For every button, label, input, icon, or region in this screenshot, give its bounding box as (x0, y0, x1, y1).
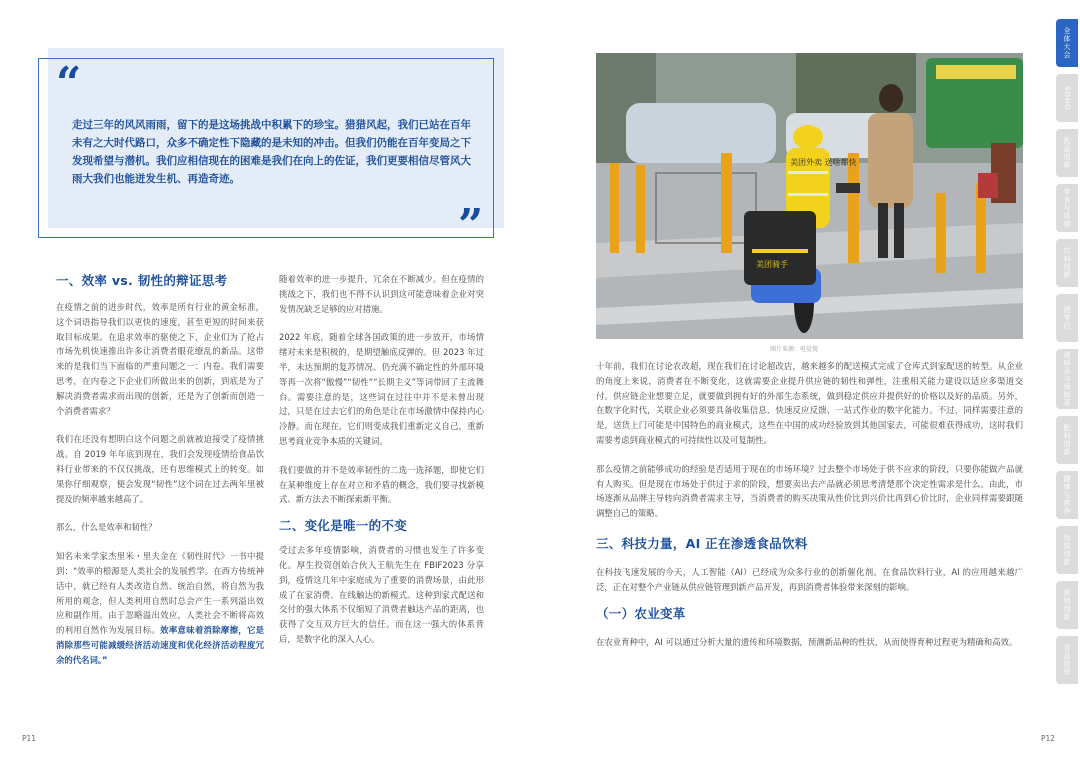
open-quote-mark: “ (56, 58, 82, 109)
section-2-heading: 二、变化是唯一的不变 (279, 518, 408, 534)
paragraph: 我们在还没有想明白这个问题之前就被迫接受了疫情挑战。自 2019 年年底到现在，我们会发现疫情给食品饮料行业带来的不仅仅挑战，还有思维模式上的转变。如果你仔细观察，便会发现“韧性”这个词在过去两年里被提及的频率越来越高了。 (56, 434, 264, 504)
section-1-heading: 一、效率 vs. 韧性的辩证思考 (56, 273, 228, 288)
column-3 (596, 359, 1023, 649)
photo-caption: 图片来源：电觉视 (770, 346, 819, 353)
tab-marketing[interactable]: 营销创新 (1056, 581, 1078, 629)
tab-investment[interactable]: 食品投资 (1056, 636, 1078, 684)
pull-quote: 走过三年的风风雨雨，留下的是这场挑战中积累下的珍宝。猎猎风起，我们已站在百年未有之大时代路口，众多不确定性下隐藏的是未知的冲击。但我们仍能在百年变局之下发现希望与潜机。我们应相信现在的困难是我们在向上的佐证，我们更要相信尽管风大雨大我们也能迸发生机、再造奇迹。 (72, 119, 471, 185)
tab-plenary[interactable]: 全体大会 (1056, 19, 1078, 67)
paragraph (56, 549, 264, 667)
tab-alcohol[interactable]: 酒零后 (1056, 294, 1078, 342)
paragraph: 随着效率的进一步提升，冗余在不断减少。但在疫情的挑战之下，我们也不得不认识到这可能意味着企业对突发情况缺乏足够的应对措施。 (279, 274, 484, 314)
paragraph: 那么，什么是效率和韧性？ (56, 522, 157, 533)
tab-ingredients[interactable]: 配料创新 (1056, 416, 1078, 464)
tab-packaging[interactable]: 包装创新 (1056, 526, 1078, 574)
paragraph: 我们要做的并不是效率韧性的二选一选择题，即使它们在某种维度上存在对立和矛盾的概念，我们要寻找新模式、新方法去不断探索新平衡。 (279, 464, 484, 505)
tab-health[interactable]: 健康与营养 (1056, 471, 1078, 519)
tab-soho[interactable]: SOHO (1056, 74, 1078, 122)
paragraph: 在农业育种中，AI 可以通过分析大量的遗传和环境数据，预测新品种的性状，从而使得育种过程更为精确和高效。 (596, 636, 1018, 647)
paragraph: 2022 年底，随着全球各国政策的进一步放开，市场情绪对未来是积极的，是期望触底反弹的。但 2023 年过半，未达预期的复苏情况、仍充满不确定性的外部环境等再一次将“傲慢”“韧性”“长期主义”等词带回了主流舞台。需要注意的是，这些词在过往中并不是未曾出现过，只是在过去它们的角色是让在市场激情中保持内心冷静。而在现在，它们则变成我们重新定义自己，重新思考商业竞争本质的关键词。 (279, 332, 484, 446)
emphasis-text: 效率意味着消除摩擦，它是消除那些可能减缓经济活动速度和优化经济活动程度冗余的代名词。” (56, 625, 265, 665)
paragraph-text: 知名未来学家杰里米・里夫金在《韧性时代》一书中提到：“效率的根源是人类社会的发展哲学。在西方传统神话中，就已经有人类改造自然、统治自然，将自然为我所用的观念，但人类利用自然时总会产生一系列溢出效应和副作用。由于忽略溢出效应，人类社会不断将高效的利用自然作为发展目标。 (56, 551, 264, 636)
paragraph: 在疫情之前的进步时代，效率是所有行业的黄金标准，这个词语指导我们以更快的速度，甚至更短的时间来获取目标成果。在追求效率的驱使之下，企业们为了抢占市场先机快速推出许多让消费者眼花缭乱的新品。这带来的是我们当下面临的严重问题之一：内卷。我们需要思考，在内卷之下企业们所做出来的创新，到底是为了解决消费者需求而出现的创新，还是为了创新而创造一个消费者需求？ (56, 302, 264, 416)
column-1 (56, 272, 264, 668)
tab-condiments[interactable]: 调味品与预制菜 (1056, 349, 1078, 409)
paragraph: 十年前，我们在讨论农改超，现在我们在讨论超改店，越来越多的配送模式完成了仓库式到家配送的转型。从企业的角度上来说，消费者在不断变化，这就需要企业提升供应链的韧性和弹性，注重相关能力建设以适应多渠道交付。供应链企业想要立足，就要做到拥有好的外部生态系统，做到稳定供应并提供好的价格以及好的品质。另外，在数字化时代，关联企业必须要具备收集信息、快速反应反馈、一站式作业的数字化能力。不过，同样需要注意的是，送货上门可能是中国特色的商业模式，这些在中国的成功经验放到其他国家去，可能很难获得成功，这时我们需要考虑到商业模式的可持续性以及可复制性。 (596, 361, 1023, 445)
tab-beverage[interactable]: 饮料创新 (1056, 239, 1078, 287)
paragraph: 在科技飞速发展的今天，人工智能（AI）已经成为众多行业的创新催化剂。在食品饮料行业，AI 的应用越来越广泛，正在对整个产业链从供应链管理到新产品开发，再到消费者体验带来深刻的影响。 (596, 566, 1023, 592)
delivery-box-text: 美团骑手 (756, 260, 788, 269)
section-3-heading: 三、科技力量，AI 正在渗透食品饮料 (596, 535, 808, 551)
page-number-left: P11 (22, 734, 37, 743)
delivery-rider-photo (596, 53, 1023, 339)
tab-dairy[interactable]: 乳品创新 (1056, 129, 1078, 177)
paragraph: 受过去多年疫情影响，消费者的习惯也发生了许多变化。厚生投资创始合伙人王航先生在 FBIF2023 分享到，疫情这几年中家庭成为了重要的消费场景，由此形成了在家消费、在线触达的新模式。这种到家式配送和交付的强大体系不仅缩短了消费者触达产品的距离，也获得了交互双方巨大的信任。而在这一强大的体系背后，是数字化的深入人心。 (279, 545, 484, 644)
close-quote-mark: ” (458, 200, 484, 251)
side-tab-nav (1056, 19, 1080, 691)
subsection-heading: （一）农业变革 (596, 605, 686, 621)
page-number-right: P12 (1041, 734, 1056, 743)
rider-jacket-text: 美团外卖 送啥都快 (790, 158, 857, 167)
paragraph: 那么疫情之前能够成功的经验是否适用于现在的市场环境？过去整个市场处于供不应求的阶段，只要你能做产品就有人购买。但是现在市场处于供过于求的阶段，想要卖出去产品就必须思考清楚那个决定性需求是什么。由此，市场逐渐从品牌主导转向消费者需求主导，当消费者的购买决策从性价比到兴价比再到心价比时，企业同样需要跟随调整自己的策略。 (596, 463, 1023, 519)
column-2 (279, 272, 484, 647)
tab-snacks-bakery[interactable]: 零食与烘焙 (1056, 184, 1078, 232)
